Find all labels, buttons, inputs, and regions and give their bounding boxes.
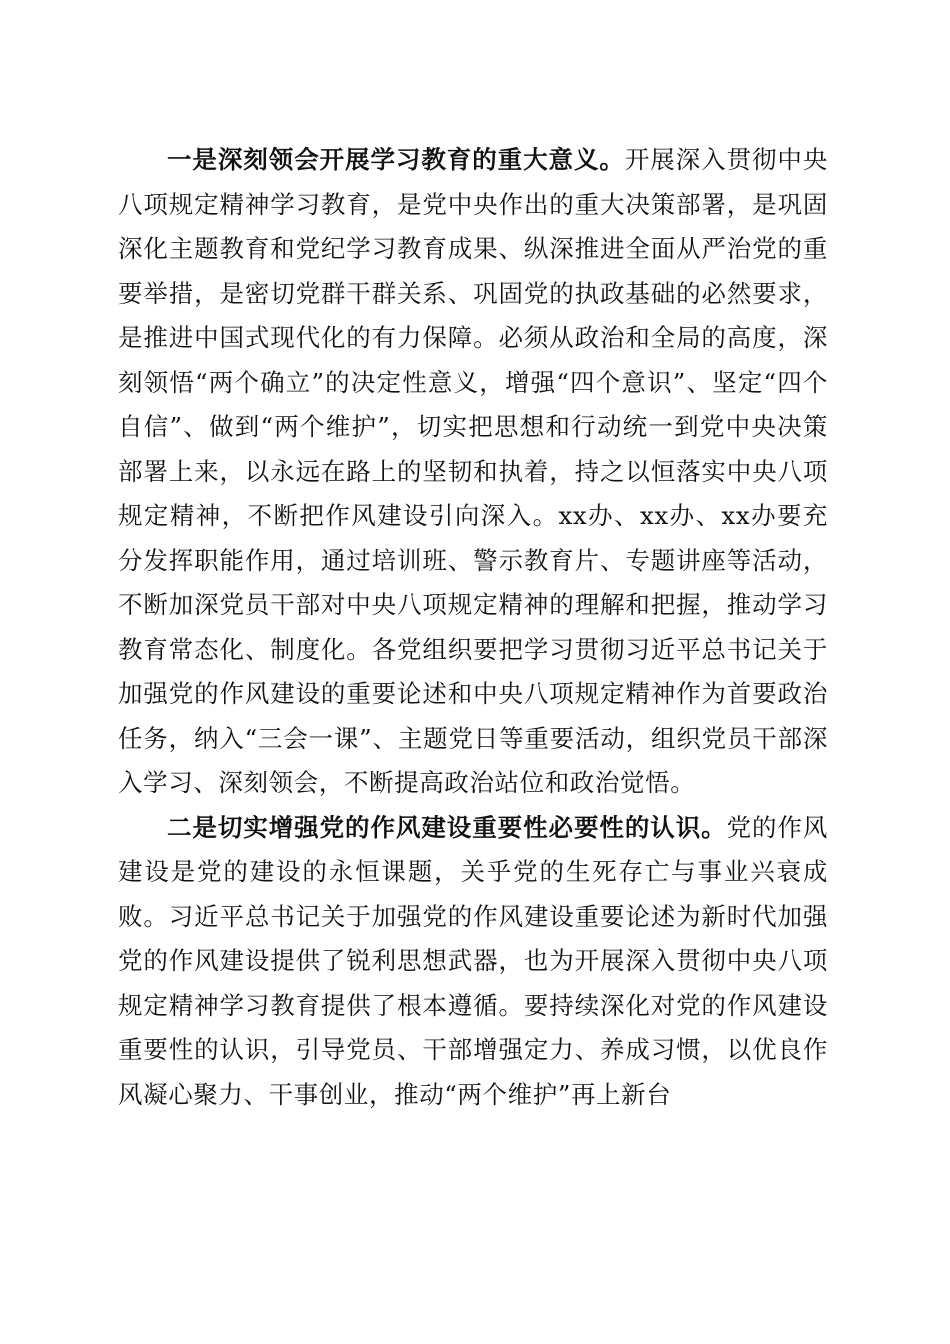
paragraph-1-text: 开展深入贯彻中央八项规定精神学习教育，是党中央作出的重大决策部署，是巩固深化主题教育和党纪学习教育成果、纵深推进全面从严治党的重要举措，是密切党群干群关系、巩固党的执政基础的必然要求，是推进中国式现代化的有力保障。必须从政治和全局的高度，深刻领悟“两个确立”的决定性意义，增强“四个意识”、坚定“四个自信”、做到“两个维护”，切实把思想和行动统一到党中央决策部署上来，以永远在路上的坚韧和执着，持之以恒落实中央八项规定精神，不断把作风建设引向深入。xx办、xx办、xx办要充分发挥职能作用，通过培训班、警示教育片、专题讲座等活动，不断加深党员干部对中央八项规定精神的理解和把握，推动学习教育常态化、制度化。各党组织要把学习贯彻习近平总书记关于加强党的作风建设的重要论述和中央八项规定精神作为首要政治任务，纳入“三会一课”、主题党日等重要活动，组织党员干部深入学习、深刻领会，不断提高政治站位和政治觉悟。 [118,145,828,797]
paragraph-2 [118,806,828,1118]
paragraph-1-heading: 一是深刻领会开展学习教育的重大意义。 [167,145,625,174]
paragraph-2-heading: 二是切实增强党的作风建设重要性必要性的认识。 [167,812,727,842]
document-body [118,138,828,1117]
paragraph-2-text: 党的作风建设是党的建设的永恒课题，关乎党的生死存亡与事业兴衰成败。习近平总书记关于加强党的作风建设重要论述为新时代加强党的作风建设提供了锐利思想武器，也为开展深入贯彻中央八项规定精神学习教育提供了根本遵循。要持续深化对党的作风建设重要性的认识，引导党员、干部增强定力、养成习惯，以优良作风凝心聚力、干事创业，推动“两个维护”再上新台 [118,812,829,1109]
paragraph-1 [118,138,828,806]
